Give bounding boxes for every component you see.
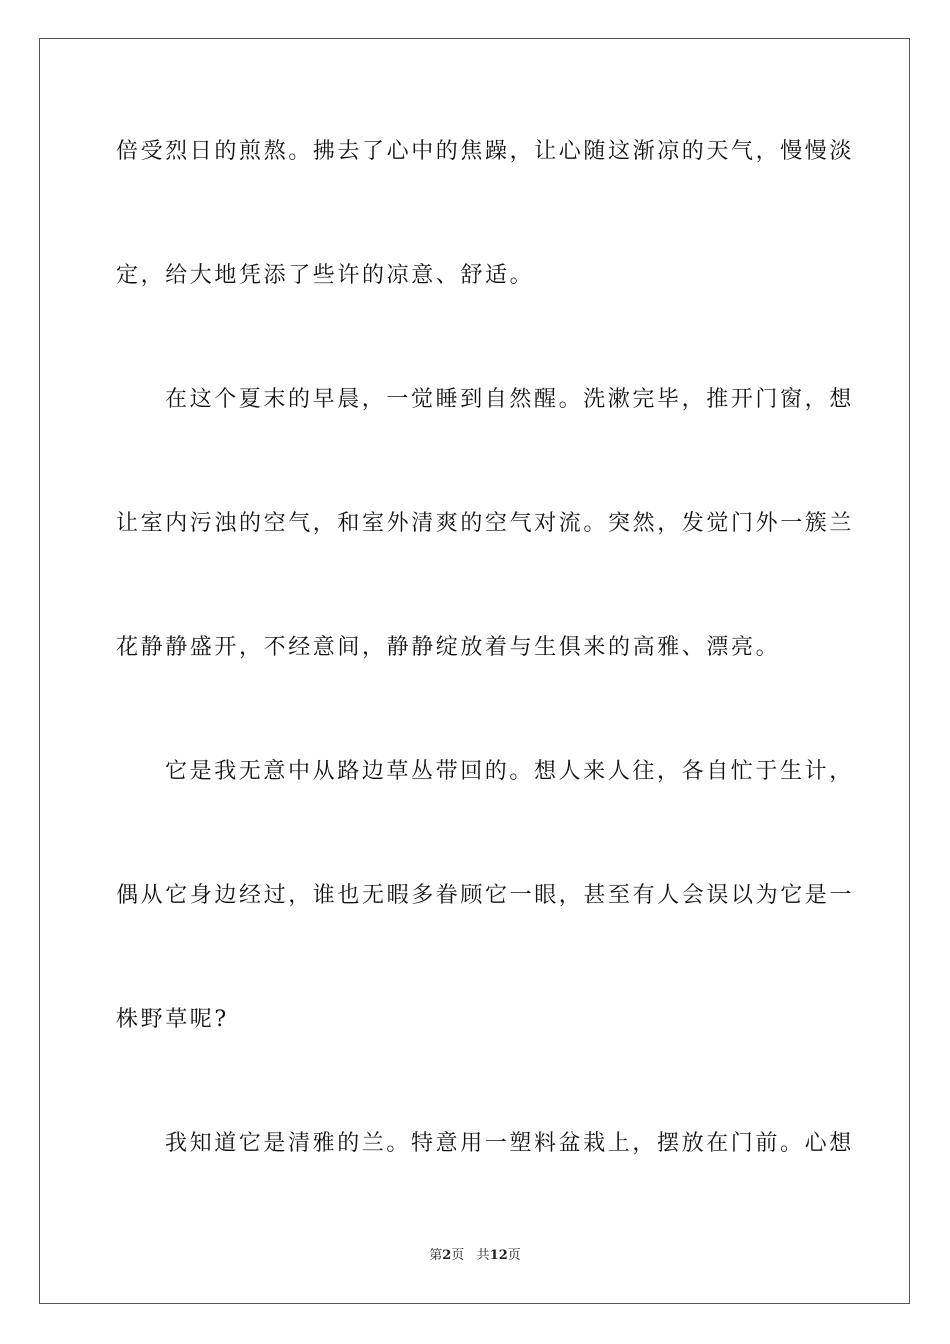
text-line: 定，给大地凭添了些许的凉意、舒适。 — [116, 263, 535, 288]
footer-total-unit: 页 — [507, 1248, 521, 1263]
page-footer — [0, 1243, 950, 1269]
total-pages-number: 12 — [489, 1248, 508, 1263]
footer-total-prefix: 共 — [476, 1248, 490, 1263]
document-body — [116, 128, 855, 1244]
current-page-number: 2 — [442, 1248, 452, 1263]
text-line: 倍受烈日的煎熬。拂去了心中的焦躁，让心随这渐凉的天气，慢慢淡 — [116, 139, 855, 164]
text-line: 花静静盛开，不经意间，静静绽放着与生俱来的高雅、漂亮。 — [116, 635, 781, 660]
text-line: 让室内污浊的空气，和室外清爽的空气对流。突然，发觉门外一簇兰 — [116, 511, 855, 536]
footer-page-unit: 页 — [451, 1248, 465, 1263]
text-line: 株野草呢? — [116, 1007, 229, 1032]
paragraph-start-line: 在这个夏末的早晨，一觉睡到自然醒。洗漱完毕，推开门窗，想 — [165, 387, 854, 412]
paragraph-start-line: 它是我无意中从路边草丛带回的。想人来人往，各自忙于生计， — [165, 759, 854, 784]
paragraph-start-line: 我知道它是清雅的兰。特意用一塑料盆栽上，摆放在门前。心想 — [165, 1131, 854, 1156]
footer-prefix: 第 — [429, 1248, 443, 1263]
text-line: 偶从它身边经过，谁也无暇多眷顾它一眼，甚至有人会误以为它是一 — [116, 883, 855, 908]
